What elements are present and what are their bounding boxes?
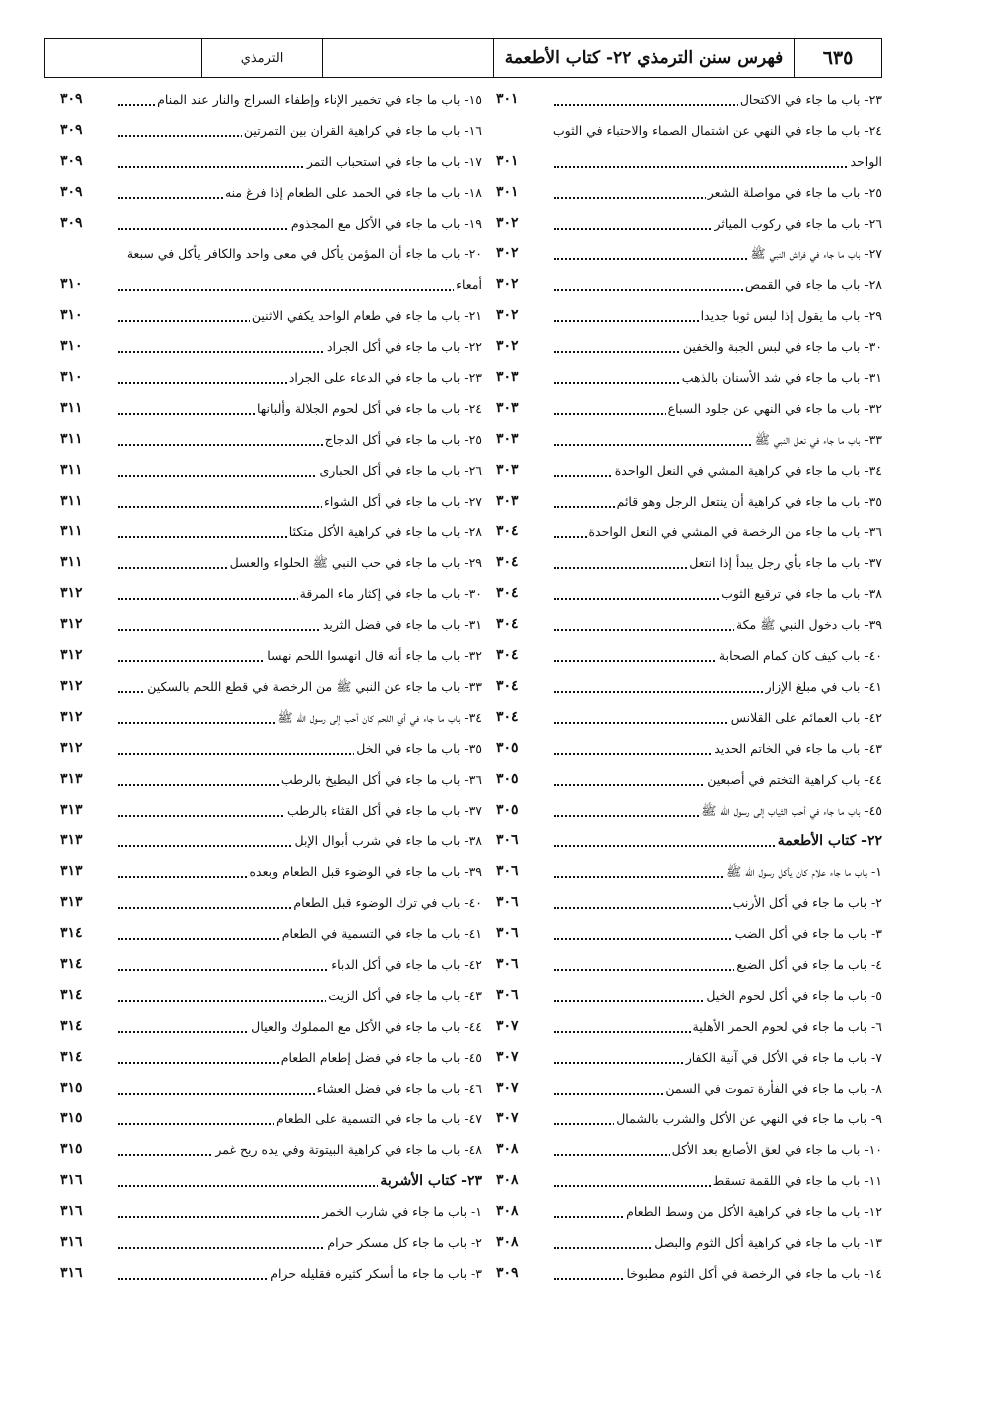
entry-title: ٤٠- باب كيف كان كمام الصحابة: [718, 648, 882, 664]
toc-entry: [60, 212, 482, 243]
toc-column-right: [496, 88, 882, 1293]
entry-title: ٢٨- باب ما جاء في كراهية الأكل متكئا: [288, 524, 482, 540]
entry-title: ٢٧- باب ما جاء في أكل الشواء: [324, 493, 482, 509]
toc-entry: [60, 613, 482, 644]
entry-page-number: ٣٠٨: [496, 1203, 519, 1220]
entry-page-number: ٣١٦: [60, 1203, 83, 1220]
entry-title: ٣٢- باب ما جاء في النهي عن جلود السباع: [667, 400, 882, 416]
toc-entry: [496, 582, 882, 613]
toc-entry: [60, 181, 482, 212]
entry-page-number: ٣٠٦: [496, 986, 519, 1003]
entry-title: ٢٠- باب ما جاء أن المؤمن يأكل في معى واحد والكافر يأكل في سبعة: [126, 246, 482, 262]
toc-entry: [496, 706, 882, 737]
entry-title: ٦- باب ما جاء في لحوم الحمر الأهلية: [692, 1018, 882, 1034]
toc-entry: [496, 1138, 882, 1169]
entry-page-number: ٣١٦: [60, 1233, 83, 1250]
toc-entry: [60, 706, 482, 737]
entry-title: ١٠- باب ما جاء في لعق الأصابع بعد الأكل: [671, 1142, 882, 1158]
entry-title: ٣- باب ما جاء ما أسكر كثيره فقليله حرام: [270, 1265, 482, 1281]
toc-entry: [60, 551, 482, 582]
entry-title: ٥- باب ما جاء في أكل لحوم الخيل: [706, 987, 882, 1003]
toc-entry: [496, 397, 882, 428]
entry-page-number: ٣١٠: [60, 369, 83, 386]
entry-title: ٤٢- باب ما جاء في أكل الدباء: [331, 956, 482, 972]
toc-entry: [60, 335, 482, 366]
entry-title: ٢٦- باب ما جاء في ركوب المياثر: [714, 215, 882, 231]
entry-page-number: ٣٠٢: [496, 214, 519, 231]
toc-entry: [60, 737, 482, 768]
entry-title: ٣٧- باب ما جاء في أكل القثاء بالرطب: [286, 802, 482, 818]
entry-title: ١٥- باب ما جاء في تخمير الإناء وإطفاء السراج والنار عند المنام: [157, 92, 482, 107]
entry-title: ٤٠- باب في ترك الوضوء قبل الطعام: [293, 895, 482, 911]
toc-entry: [496, 737, 882, 768]
entry-page-number: ٣١٣: [60, 801, 83, 818]
toc-entry: [496, 1046, 882, 1077]
toc-entry: [60, 829, 482, 860]
entry-page-number: ٣٠١: [496, 152, 519, 169]
toc-entry: [60, 953, 482, 984]
toc-entry: [496, 459, 882, 490]
entry-title: ٢٣- باب ما جاء في الدعاء على الجراد: [288, 370, 482, 386]
entry-page-number: ٣٠٩: [60, 183, 83, 200]
entry-page-number: ٣١٠: [60, 276, 83, 293]
toc-entry: [496, 1200, 882, 1231]
section-heading: [60, 1169, 482, 1200]
entry-title: ٤٤- باب ما جاء في الأكل مع المملوك والعيال: [251, 1018, 482, 1034]
entry-page-number: ٣٠٢: [496, 338, 519, 355]
page-number: ٦٣٥: [794, 39, 881, 77]
toc-entry: [496, 1231, 882, 1262]
entry-page-number: ٣٠١: [496, 183, 519, 200]
entry-title: ٣٠- باب ما جاء في إكثار ماء المرقة: [299, 586, 482, 602]
entry-page-number: ٣١٢: [60, 647, 83, 664]
entry-page-number: ٣١٥: [60, 1079, 83, 1096]
toc-entry: [60, 490, 482, 521]
entry-title: ٣٨- باب ما جاء في ترقيع الثوب: [721, 586, 882, 602]
entry-page-number: ٣١٥: [60, 1110, 83, 1127]
entry-page-number: ٣١٦: [60, 1264, 83, 1281]
entry-title: ٨- باب ما جاء في الفأرة تموت في السمن: [665, 1080, 882, 1096]
entry-page-number: ٣١٤: [60, 1048, 83, 1065]
entry-title: ٢٨- باب ما جاء في القمص: [744, 277, 882, 293]
toc-entry: [496, 953, 882, 984]
toc-entry: [60, 150, 482, 181]
entry-page-number: ٣٠٣: [496, 399, 519, 416]
toc-entry: [60, 1200, 482, 1231]
page-header: [44, 38, 882, 78]
entry-page-number: ٣٠٨: [496, 1233, 519, 1250]
entry-title: ٢٢- باب ما جاء في أكل الجراد: [326, 339, 482, 355]
entry-title: ٤٧- باب ما جاء في التسمية على الطعام: [276, 1111, 482, 1127]
toc-entry: [60, 428, 482, 459]
entry-page-number: ٣٠٨: [496, 1141, 519, 1158]
entry-page-number: ٣١٣: [60, 894, 83, 911]
entry-page-number: ٣٠٣: [496, 461, 519, 478]
entry-title: ٢٣- باب ما جاء في الاكتحال: [739, 92, 882, 107]
toc-entry: [496, 490, 882, 521]
toc-entry: [60, 242, 482, 304]
entry-title: ١- باب ما جاء علام كان يأكل رسول الله ﷺ: [724, 864, 882, 883]
entry-title: ٤٣- باب ما جاء في الخاتم الحديد: [714, 740, 882, 756]
toc-entry: [496, 428, 882, 459]
entry-title: ٤٥- باب ما جاء في أحب الثياب إلى رسول الله ﷺ: [699, 803, 882, 822]
entry-page-number: ٣١٣: [60, 770, 83, 787]
entry-title: ٣٦- باب ما جاء من الرخصة في المشي في النعل الواحدة: [588, 524, 882, 540]
entry-title: ٤١- باب في مبلغ الإزار: [765, 678, 882, 694]
entry-title: ٤٥- باب ما جاء في فضل إطعام الطعام: [280, 1049, 482, 1065]
toc-entry: [60, 891, 482, 922]
toc-entry: [60, 799, 482, 830]
entry-title: ٢- باب ما جاء كل مسكر حرام: [327, 1234, 482, 1250]
entry-title: ٢٩- باب ما يقول إذا لبس ثوبا جديدا: [700, 308, 882, 324]
toc-entry: [60, 119, 482, 150]
entry-title: ١٢- باب ما جاء في كراهية الأكل من وسط الطعام: [626, 1204, 882, 1220]
entry-page-number: ٣٠٧: [496, 1048, 519, 1065]
toc-entry: [60, 860, 482, 891]
entry-title: ٢٩- باب ما جاء في حب النبي ﷺ الحلواء والعسل: [228, 555, 482, 574]
toc-entry: [496, 242, 882, 273]
toc-entry: [496, 181, 882, 212]
entry-title: ٤٣- باب ما جاء في أكل الزيت: [328, 987, 482, 1003]
entry-title: ٢٤- باب ما جاء في النهي عن اشتمال الصماء والاحتباء في الثوب: [552, 122, 882, 138]
entry-page-number: ٣١٢: [60, 585, 83, 602]
entry-title: ٣٣- باب ما جاء عن النبي ﷺ من الرخصة في قطع اللحم بالسكين: [145, 679, 482, 698]
entry-title: ٣١- باب ما جاء في شد الأسنان بالذهب: [681, 370, 882, 386]
entry-page-number: ٣١٣: [60, 832, 83, 849]
entry-title: ٣١- باب ما جاء في فضل الثريد: [322, 617, 482, 633]
entry-page-number: ٣٠٤: [496, 523, 519, 540]
toc-entry: [60, 459, 482, 490]
entry-page-number: ٣١٤: [60, 1017, 83, 1034]
toc-entry: [496, 1015, 882, 1046]
entry-title: ٣٢- باب ما جاء أنه قال انهسوا اللحم نهسا: [267, 648, 482, 664]
entry-title: ٢٧- باب ما جاء في فراش النبي ﷺ: [749, 246, 883, 265]
entry-page-number: ٣٠٤: [496, 616, 519, 633]
author-label: الترمذي: [201, 39, 322, 77]
entry-title: ٢٥- باب ما جاء في مواصلة الشعر: [707, 184, 882, 200]
entry-title: ٣٦- باب ما جاء في أكل البطيخ بالرطب: [280, 771, 482, 787]
entry-page-number: ٣١١: [60, 399, 83, 416]
entry-page-number: ٣٠٣: [496, 369, 519, 386]
toc-entry: [60, 1015, 482, 1046]
entry-page-number: ٣٠٩: [60, 152, 83, 169]
entry-title: ٢٥- باب ما جاء في أكل الدجاج: [324, 431, 482, 447]
entry-title: ٢١- باب ما جاء في طعام الواحد يكفي الاثنين: [251, 308, 482, 324]
entry-title: ٣٥- باب ما جاء في كراهية أن ينتعل الرجل وهو قائم: [616, 493, 882, 509]
entry-page-number: ٣٠٦: [496, 925, 519, 942]
toc-entry: [496, 860, 882, 891]
entry-page-number: ٣٠٦: [496, 894, 519, 911]
entry-page-number: ٣٠٤: [496, 708, 519, 725]
entry-title: ٤- باب ما جاء في أكل الضبع: [736, 956, 882, 972]
entry-title: ٤١- باب ما جاء في التسمية في الطعام: [281, 926, 482, 942]
entry-page-number: ٣٠١: [496, 91, 519, 107]
entry-page-number: ٣٠٢: [496, 307, 519, 324]
toc-entry: [496, 799, 882, 830]
entry-page-number: ٣١١: [60, 523, 83, 540]
toc-entry: [496, 273, 882, 304]
entry-title: ١١- باب ما جاء في اللقمة تسقط: [712, 1173, 882, 1189]
toc-entry: [496, 984, 882, 1015]
section-heading: [496, 829, 882, 860]
entry-title: ٣٧- باب ما جاء بأي رجل يبدأ إذا انتعل: [689, 555, 882, 571]
entry-title: ١٦- باب ما جاء في كراهية القران بين التمرتين: [243, 122, 482, 138]
toc-entry: [60, 304, 482, 335]
toc-entry: [496, 520, 882, 551]
entry-title: ٤٤- باب كراهية التختم في أصبعين: [707, 771, 882, 787]
entry-page-number: ٣١٠: [60, 338, 83, 355]
entry-title: ٩- باب ما جاء في النهي عن الأكل والشرب بالشمال: [616, 1111, 882, 1127]
toc-entry: [496, 891, 882, 922]
toc-entry: [60, 1262, 482, 1293]
entry-page-number: ٣٠٩: [60, 121, 83, 138]
dot-leader: [554, 166, 882, 168]
entry-page-number: ٣٠٥: [496, 739, 519, 756]
entry-title: ٢- باب ما جاء في أكل الأرنب: [732, 895, 882, 911]
toc-entry: [60, 582, 482, 613]
entry-page-number: ٣٠٥: [496, 801, 519, 818]
toc-entry: [496, 1169, 882, 1200]
entry-page-number: ٣٠٩: [60, 91, 83, 107]
entry-title: ٣٠- باب ما جاء في لبس الجبة والخفين: [682, 339, 882, 355]
entry-page-number: ٣١٦: [60, 1172, 83, 1189]
toc-entry: [496, 335, 882, 366]
toc-entry: [496, 551, 882, 582]
entry-page-number: ٣٠٩: [60, 214, 83, 231]
toc-entry: [60, 922, 482, 953]
toc-entry: [496, 644, 882, 675]
entry-page-number: ٣١٢: [60, 708, 83, 725]
entry-page-number: ٣٠٩: [496, 1264, 519, 1281]
toc-entry: [60, 1046, 482, 1077]
entry-title: ٢٣- كتاب الأشربة: [380, 1173, 482, 1190]
toc-entry: [60, 366, 482, 397]
toc-entry: [496, 119, 882, 181]
entry-title: ١٨- باب ما جاء في الحمد على الطعام إذا فرغ منه: [224, 184, 482, 200]
toc-entry: [496, 675, 882, 706]
entry-title: ١٣- باب ما جاء في كراهية أكل الثوم والبصل: [654, 1234, 882, 1250]
entry-page-number: ٣١٤: [60, 986, 83, 1003]
entry-title: ٤٢- باب العمائم على القلانس: [730, 709, 882, 725]
entry-title: ٣- باب ما جاء في أكل الضب: [734, 926, 882, 942]
entry-title: ٤٦- باب ما جاء في فضل العشاء: [316, 1080, 482, 1096]
header-spacer: [45, 39, 201, 77]
toc-entry: [496, 366, 882, 397]
entry-title: ٤٨- باب ما جاء في كراهية البيتوتة وفي يده ريح غمر: [215, 1142, 482, 1158]
entry-page-number: ٣٠٤: [496, 677, 519, 694]
entry-page-number: ٣٠٦: [496, 863, 519, 880]
entry-page-number: ٣١١: [60, 430, 83, 447]
toc-entry: [60, 1138, 482, 1169]
entry-title: ١- باب ما جاء في شارب الخمر: [322, 1204, 482, 1220]
entry-page-number: ٣٠٧: [496, 1017, 519, 1034]
toc-entry: [496, 1262, 882, 1293]
entry-page-number: ٣١٤: [60, 955, 83, 972]
entry-title: ٣٨- باب ما جاء في شرب أبوال الإبل: [294, 833, 482, 849]
entry-page-number: ٣٠٥: [496, 770, 519, 787]
toc-entry: [496, 768, 882, 799]
entry-page-number: ٣٠٦: [496, 832, 519, 849]
toc-entry: [60, 397, 482, 428]
entry-page-number: ٣١٣: [60, 863, 83, 880]
running-title: فهرس سنن الترمذي ٢٢- كتاب الأطعمة: [493, 39, 794, 77]
entry-title: ٣٤- باب ما جاء في أي اللحم كان أحب إلى رسول الله ﷺ: [276, 710, 482, 729]
toc-entry: [60, 1231, 482, 1262]
entry-page-number: ٣١٤: [60, 925, 83, 942]
entry-title: ٣٩- باب دخول النبي ﷺ مكة: [734, 617, 882, 636]
entry-page-number: ٣١٢: [60, 677, 83, 694]
entry-page-number: ٣٠٤: [496, 585, 519, 602]
toc-entry: [60, 984, 482, 1015]
entry-page-number: ٣١٥: [60, 1141, 83, 1158]
entry-title: ٣٣- باب ما جاء في نعل النبي ﷺ: [753, 432, 882, 451]
toc-entry: [60, 1107, 482, 1138]
entry-page-number: ٣٠٣: [496, 430, 519, 447]
entry-page-number: ٣١١: [60, 492, 83, 509]
entry-page-number: ٣٠٤: [496, 554, 519, 571]
header-spacer: [322, 39, 493, 77]
entry-page-number: ٣٠٧: [496, 1079, 519, 1096]
entry-title: ٣٥- باب ما جاء في الخل: [356, 740, 482, 756]
entry-title: ٣٤- باب ما جاء في كراهية المشي في النعل الواحدة: [614, 462, 882, 478]
toc-entry: [496, 613, 882, 644]
entry-title: ١٩- باب ما جاء في الأكل مع المجذوم: [290, 215, 482, 231]
entry-title: ٢٢- كتاب الأطعمة: [777, 833, 882, 850]
toc-entry: [496, 922, 882, 953]
entry-page-number: ٣١١: [60, 554, 83, 571]
toc-entry: [60, 520, 482, 551]
entry-page-number: ٣١١: [60, 461, 83, 478]
entry-page-number: ٣٠٧: [496, 1110, 519, 1127]
entry-title-continuation: الواحد: [850, 153, 882, 169]
entry-page-number: ٣٠٦: [496, 955, 519, 972]
toc-entry: [496, 1107, 882, 1138]
entry-title-continuation: أمعاء: [456, 277, 482, 293]
entry-page-number: ٣٠٣: [496, 492, 519, 509]
toc-entry: [496, 1077, 882, 1108]
entry-page-number: ٣١٢: [60, 739, 83, 756]
entry-page-number: ٣١٠: [60, 307, 83, 324]
entry-title: ٢٤- باب ما جاء في أكل لحوم الجلالة وألبانها: [256, 400, 482, 416]
toc-entry: [496, 212, 882, 243]
toc-entry: [60, 768, 482, 799]
entry-title: ١٤- باب ما جاء في الرخصة في أكل الثوم مطبوخا: [626, 1265, 882, 1281]
entry-title: ٧- باب ما جاء في الأكل في آنية الكفار: [685, 1049, 882, 1065]
entry-page-number: ٣٠٤: [496, 647, 519, 664]
entry-title: ٣٩- باب ما جاء في الوضوء قبل الطعام وبعده: [249, 864, 482, 880]
toc-entry: [60, 1077, 482, 1108]
toc-entry: [60, 675, 482, 706]
entry-page-number: ٣٠٢: [496, 245, 519, 262]
entry-page-number: ٣٠٢: [496, 276, 519, 293]
dot-leader: [118, 289, 482, 291]
toc-entry: [60, 644, 482, 675]
toc-entry: [496, 88, 882, 119]
toc-column-left: [60, 88, 482, 1293]
entry-page-number: ٣٠٨: [496, 1172, 519, 1189]
toc-entry: [496, 304, 882, 335]
entry-title: ١٧- باب ما جاء في استحباب التمر: [306, 153, 482, 169]
entry-page-number: ٣١٢: [60, 616, 83, 633]
toc-entry: [60, 88, 482, 119]
entry-title: ٢٦- باب ما جاء في أكل الحبارى: [319, 462, 482, 478]
